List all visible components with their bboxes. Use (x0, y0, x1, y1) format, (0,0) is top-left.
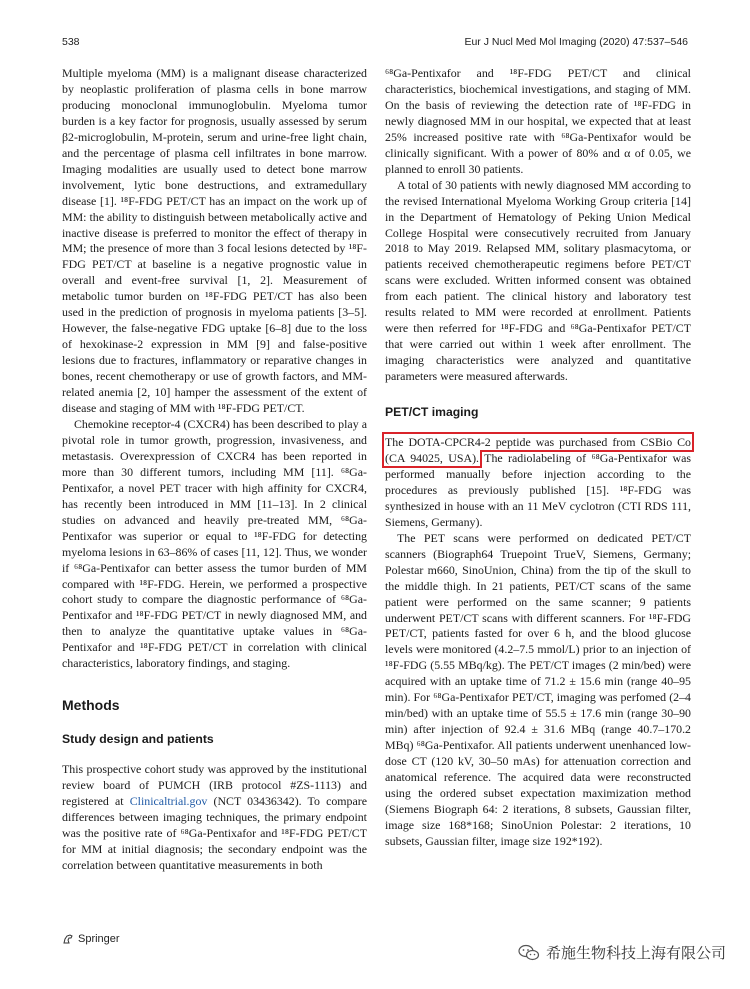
wechat-icon (518, 944, 540, 962)
intro-paragraph-2: Chemokine receptor-4 (CXCR4) has been described to play a pivotal role in tumor growth, progression, invasiveness, and metastasis. Overexpression of CXCR4 has been reported in more than 30 different tumors, including MM [11]. ⁶⁸Ga-Pentixafor, a novel PET tracer with high affinity for CXCR4, has recently been introduced in MM [11–13]. In 2 clinical studies on advanced and heavily pre-treated MM, ⁶⁸Ga-Pentixafor was superior or equal to ¹⁸F-FDG for detecting myeloma lesions in 63–86% of cases [11, 12]. Thus, we wonder if ⁶⁸Ga-Pentixafor can better assess the tumor burden of MM compared with ¹⁸F-FDG. Herein, we performed a prospective cohort study to compare the diagnostic performance of ⁶⁸Ga-Pentixafor and ¹⁸F-FDG PET/CT in newly diagnosed MM, and then to analyze the quantitative uptake values in ⁶⁸Ga-Pentixafor and ¹⁸F-FDG PET/CT in correlation with clinical characteristics, laboratory findings, and staging. (62, 416, 367, 671)
petct-heading: PET/CT imaging (385, 405, 479, 420)
right-column (385, 66, 691, 850)
study-paragraph (62, 762, 367, 874)
study-text-part-2: (NCT 03436342). To compare differences between imaging techniques, the primary endpoint was the positive rate of ⁶⁸Ga-Pentixafor and ¹⁸F-FDG PET/CT for MM at initial diagnosis; the secondary endpoint was the correlation between quantitative measurements in both (62, 794, 367, 872)
publisher-name: Springer (78, 933, 120, 945)
highlighted-sentence: The DOTA-CPCR4-2 peptide was purchased from CSBio Co (CA 94025, USA). (385, 435, 691, 465)
running-header (62, 36, 688, 48)
wechat-watermark (518, 942, 726, 963)
journal-citation: Eur J Nucl Med Mol Imaging (2020) 47:537–546 (464, 36, 688, 48)
publisher-footer (62, 933, 120, 945)
watermark-text: 希施生物科技上海有限公司 (545, 944, 726, 962)
methods-heading: Methods (62, 697, 120, 714)
petct-paragraph-1 (385, 435, 691, 531)
page-number: 538 (62, 36, 80, 48)
intro-paragraph-1: Multiple myeloma (MM) is a malignant disease characterized by neoplastic proliferation of plasma cells in bone marrow producing monoclonal immunoglobulin. Myeloma tumor burden is a key factor for prognosis, usually assessed by serum β2-microglobulin, M-protein, serum and urine-free light chain, and the percentage of plasma cell infiltrates in bone marrow. Imaging modalities are usually used to detect bone marrow involvement, lytic bone destructions, and extramedullary disease [1]. ¹⁸F-FDG PET/CT has an impact on the work up of MM: the ability to distinguish between metabolically active and inactive disease is preferred to monitor the effect of therapy in MM; the presence of more than 3 focal lesions detected by ¹⁸F-FDG PET/CT at baseline is a negative prognostic value in overall and event-free survival [1, 2]. Measurement of metabolic tumor burden on ¹⁸F-FDG PET/CT has also been used in the prediction of prognosis in myeloma patients [3–5]. However, the false-negative FDG uptake [6–8] due to the loss of hexokinase-2 expression in MM [9] and false-positive lesions due to fractures, inflammatory or reparative changes in bones, recent chemotherapy or use of growth factors, and MM-related anemia [2, 10] hamper the assessment of the extent of disease and staging of MM with ¹⁸F-FDG PET/CT. (62, 66, 367, 416)
springer-horse-icon (62, 933, 74, 945)
petct-paragraph-2: The PET scans were performed on dedicated PET/CT scanners (Biograph64 Truepoint TrueV, Siemens, Germany; Polestar m660, SinoUnion, China) from the tip of the skull to the middle thigh. In 21 patients, PET/CT scans of the same patient were performed on the same scanner; 9 patients underwent PET/CT scans with different scanners. For ¹⁸F-FDG PET/CT, patients fasted for over 6 h, and the blood glucose levels were monitored (4.2–7.5 mmol/L) prior to an injection of ¹⁸F-FDG (5.55 MBq/kg). The PET/CT images (2 min/bed) were acquired with an uptake time of 71.2 ± 15.6 min (range 40–95 min). For ⁶⁸Ga-Pentixafor PET/CT, imaging was perfomed (2–4 min/bed) with an uptake time of 55.5 ± 17.6 min (range 30–90 min) after injection of 92.4 ± 31.6 MBq (range 40.7–170.2 MBq) ⁶⁸Ga-Pentixafor. All patients underwent unenhanced low-dose CT (120 kV, 30–50 mAs) for attenuation correction and anatomical reference. The acquired data were reconstructed using the ordered subset expectation maximization method (Siemens Biograph 64: 2 iterations, 8 subsets, Gaussian filter, image size 168*168; SinoUnion Polestar: 2 iterations, 10 subsets, Gaussian filter, image size 192*192). (385, 530, 691, 848)
petct-paragraph-1-rest: The radiolabeling of ⁶⁸Ga-Pentixafor was performed manually before injection according to the procedures as previously published [15]. ¹⁸F-FDG was synthesized in house with an 11 MeV cyclotron (CTI RDS 111, Siemens, Germany). (385, 450, 691, 529)
patients-paragraph: A total of 30 patients with newly diagnosed MM according to the revised International Myeloma Working Group criteria [14] in the Department of Hematology of Peking Union Medical College Hospital were consecutively recruited from January 2018 to May 2019. Relapsed MM, solitary plasmacytoma, or patients received chemotherapeutic regimens before PET/CT scans were excluded. Written informed consent was obtained from each patient. The clinical history and laboratory test results related to MM were recorded at enrollment. Patients were then referred for ¹⁸F-FDG and ⁶⁸Ga-Pentixafor PET/CT that were carried out within 1 week after enrollment. The imaging characteristics were analyzed and quantitative parameters were measured afterwards. (385, 177, 691, 384)
continued-paragraph: ⁶⁸Ga-Pentixafor and ¹⁸F-FDG PET/CT and clinical characteristics, biochemical investigations, and staging of MM. On the basis of reviewing the detection rate of ¹⁸F-FDG in newly diagnosed MM in our hospital, we expected that at least 25% increased positive rate with ⁶⁸Ga-Pentixafor would be clinically significant. With a power of 80% and α of 0.05, we planned to enroll 30 patients. (385, 66, 691, 176)
clinicaltrial-link[interactable]: Clinicaltrial.gov (129, 794, 208, 809)
study-text-part-1: This prospective cohort study was approved by the institutional review board of PUMCH (IRB protocol #ZS-1113) and registered at (62, 762, 367, 809)
left-column (62, 66, 367, 874)
study-design-heading: Study design and patients (62, 732, 214, 747)
